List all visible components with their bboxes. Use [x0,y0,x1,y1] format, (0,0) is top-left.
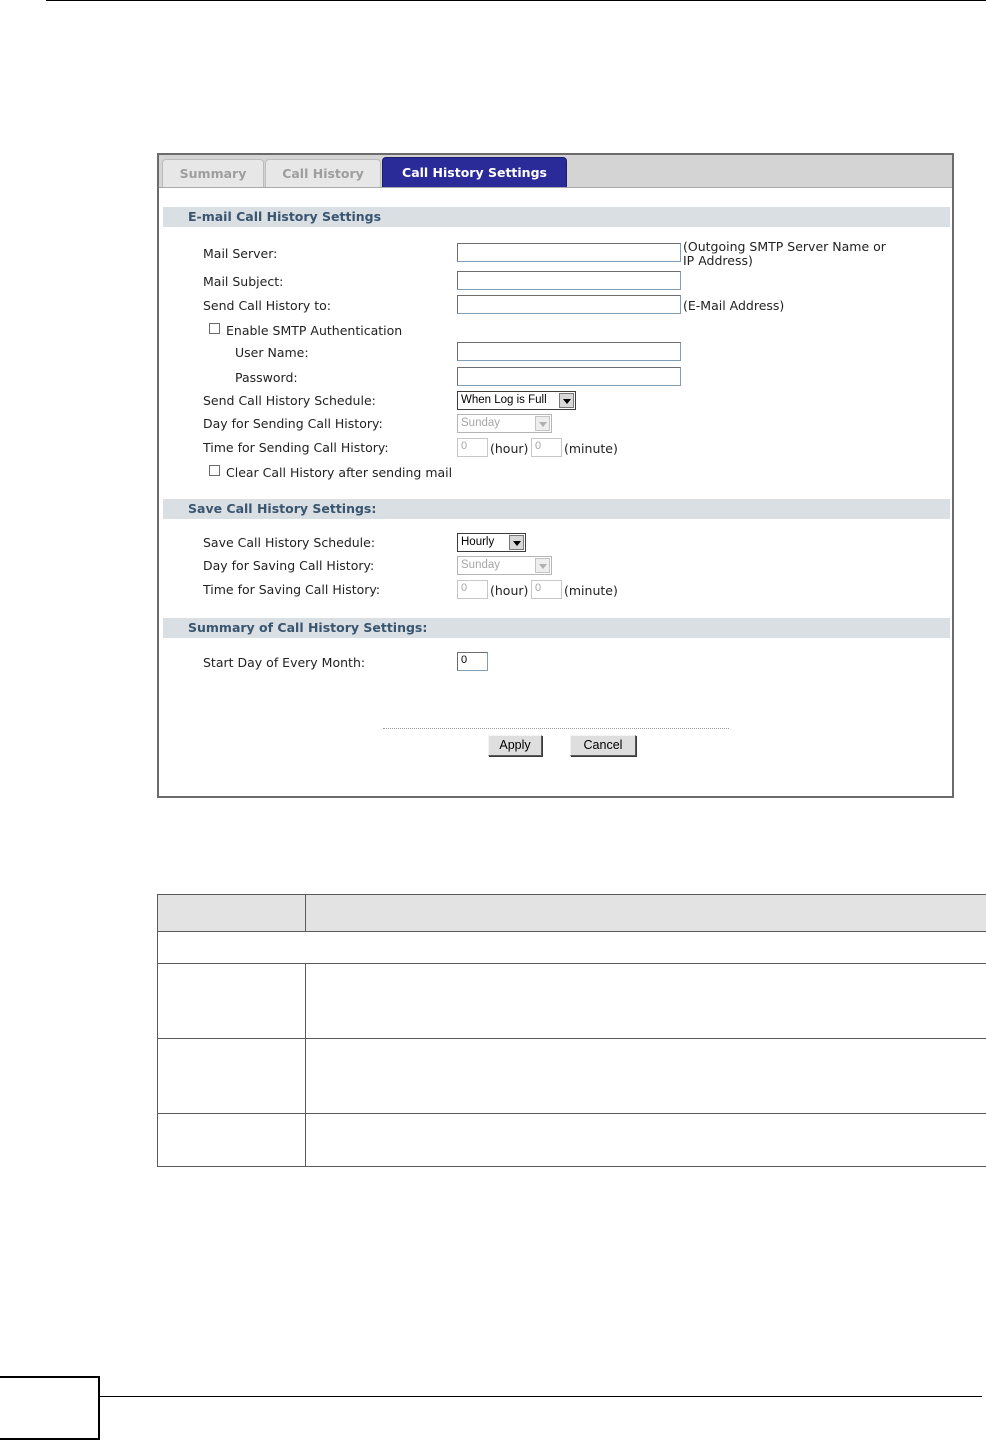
table-header-row [158,895,986,932]
table-row [158,1114,986,1167]
start-day-input[interactable]: 0 [457,652,488,671]
save-day-select[interactable] [457,556,552,575]
table-row [158,932,986,964]
tab-bar [159,155,952,188]
send-to-label: Send Call History to: [203,298,331,313]
send-hour-input[interactable]: 0 [457,438,488,457]
mail-server-label: Mail Server: [203,246,278,261]
user-name-label: User Name: [235,345,309,360]
password-label: Password: [235,370,298,385]
save-hour-input[interactable]: 0 [457,580,488,599]
save-day-value: Sunday [461,559,501,571]
summary-section-title: Summary of Call History Settings: [163,618,950,638]
save-hour-unit: (hour) [490,583,529,598]
send-to-note: (E-Mail Address) [683,298,785,313]
clear-history-label: Clear Call History after sending mail [226,465,453,480]
tab-call-history[interactable]: Call History [265,159,381,187]
send-schedule-label: Send Call History Schedule: [203,393,376,408]
chevron-down-icon[interactable] [559,393,574,408]
send-day-label: Day for Sending Call History: [203,416,383,431]
save-schedule-select[interactable] [457,533,526,552]
save-minute-input[interactable]: 0 [531,580,562,599]
call-history-settings-screen [157,153,954,798]
save-day-label: Day for Saving Call History: [203,558,375,573]
header-rule [46,0,986,1]
chevron-down-icon[interactable] [535,558,550,573]
clear-history-checkbox[interactable] [209,465,220,476]
send-schedule-value: When Log is Full [461,394,547,406]
tab-summary[interactable]: Summary [162,159,264,187]
send-minute-input[interactable]: 0 [531,438,562,457]
smtp-auth-label: Enable SMTP Authentication [226,323,403,338]
user-name-input[interactable] [457,342,681,361]
footer-rule [100,1396,982,1397]
smtp-auth-checkbox[interactable] [209,323,220,334]
table-row [158,1039,986,1114]
mail-server-input[interactable] [457,243,681,262]
page-number-box [0,1376,100,1440]
mail-server-note: (Outgoing SMTP Server Name or IP Address) [683,239,886,268]
cancel-button[interactable]: Cancel [570,735,636,756]
apply-button[interactable]: Apply [488,735,542,756]
save-section-title: Save Call History Settings: [163,499,950,519]
chevron-down-icon[interactable] [509,535,524,550]
send-hour-unit: (hour) [490,441,529,456]
mail-subject-label: Mail Subject: [203,274,284,289]
start-day-label: Start Day of Every Month: [203,655,366,670]
save-schedule-label: Save Call History Schedule: [203,535,376,550]
send-time-label: Time for Sending Call History: [203,440,389,455]
send-to-input[interactable] [457,295,681,314]
password-input[interactable] [457,367,681,386]
email-section-title: E-mail Call History Settings [163,207,950,227]
save-schedule-value: Hourly [461,536,495,548]
mail-subject-input[interactable] [457,271,681,290]
tab-call-history-settings[interactable]: Call History Settings [382,157,567,187]
table-row [158,964,986,1039]
send-schedule-select[interactable] [457,391,576,410]
send-day-select[interactable] [457,414,552,433]
save-minute-unit: (minute) [564,583,618,598]
save-time-label: Time for Saving Call History: [203,582,381,597]
chevron-down-icon[interactable] [535,416,550,431]
send-minute-unit: (minute) [564,441,618,456]
send-day-value: Sunday [461,417,501,429]
divider [383,728,729,729]
field-description-table [157,894,986,1167]
